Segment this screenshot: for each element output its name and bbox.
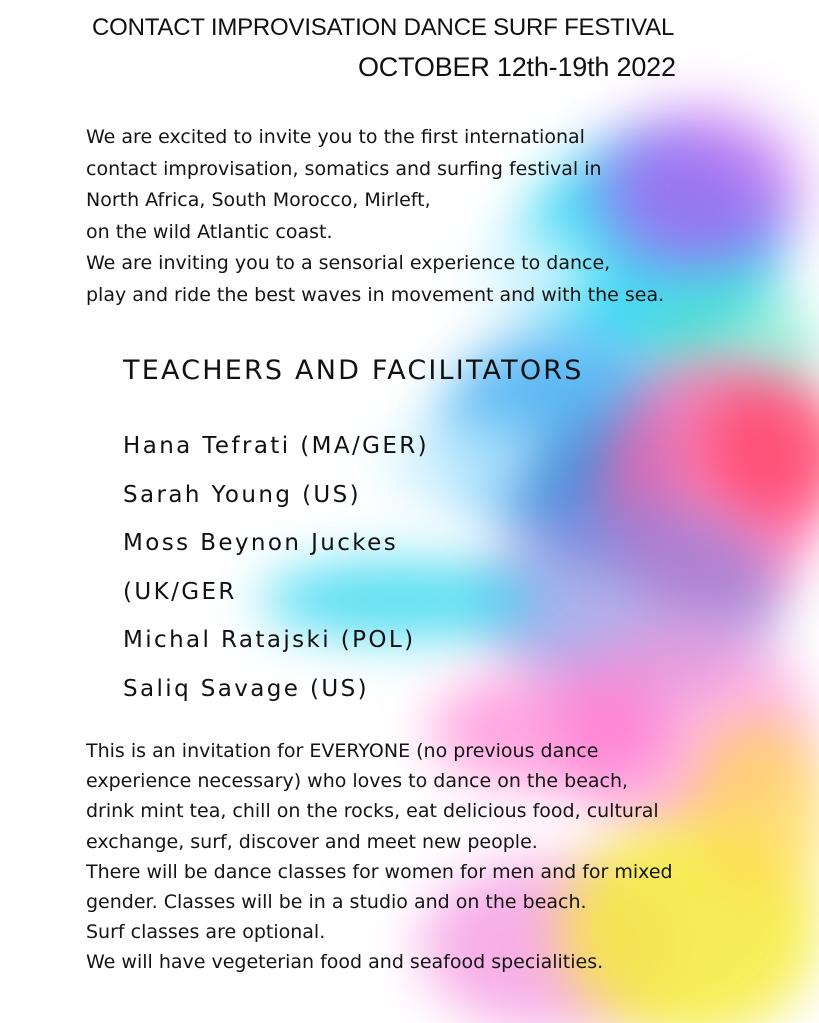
intro-line: North Africa, South Morocco, Mirleft,	[86, 189, 431, 211]
intro-paragraph	[86, 122, 664, 311]
intro-line: play and ride the best waves in movement and with the sea.	[86, 283, 665, 306]
intro-line: contact improvisation, somatics and surfing festival in	[86, 157, 602, 180]
teacher-name: Saliq Savage (US)	[123, 675, 370, 702]
intro-line: We are inviting you to a sensorial experience to dance,	[86, 252, 611, 274]
closing-line: This is an invitation for EVERYONE (no previous dance	[86, 740, 599, 762]
closing-line: There will be dance classes for women for men and for mixed	[86, 860, 673, 883]
festival-dates: OCTOBER 12th-19th 2022	[358, 52, 676, 82]
teacher-name: Moss Beynon Juckes	[123, 530, 399, 557]
teacher-name: Sarah Young (US)	[123, 481, 362, 508]
teacher-name: Hana Tefrati (MA/GER)	[123, 433, 430, 459]
closing-line: experience necessary) who loves to dance on the beach,	[86, 770, 629, 793]
teacher-name: (UK/GER	[123, 578, 237, 605]
teacher-name: Michal Ratajski (POL)	[123, 627, 416, 654]
closing-line: exchange, surf, discover and meet new people.	[86, 830, 538, 853]
closing-line: drink mint tea, chill on the rocks, eat delicious food, cultural	[86, 800, 659, 823]
intro-line: on the wild Atlantic coast.	[86, 220, 333, 243]
closing-line: We will have vegeterian food and seafood specialities.	[86, 951, 604, 974]
teachers-heading: TEACHERS AND FACILITATORS	[123, 355, 584, 386]
closing-paragraph	[86, 736, 673, 978]
teachers-list	[123, 428, 429, 720]
closing-line: Surf classes are optional.	[86, 921, 326, 944]
intro-line: We are excited to invite you to the first international	[86, 126, 585, 148]
closing-line: gender. Classes will be in a studio and on the beach.	[86, 891, 587, 914]
festival-title: CONTACT IMPROVISATION DANCE SURF FESTIVAL	[92, 14, 675, 41]
